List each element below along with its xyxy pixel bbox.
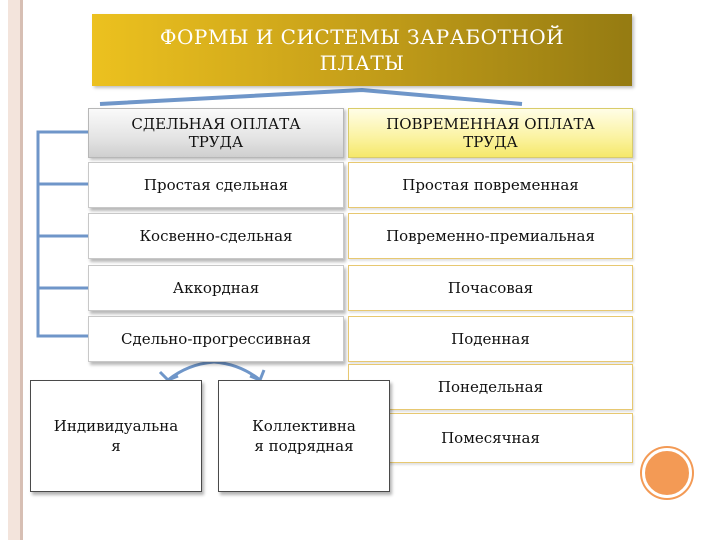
diagram-title <box>92 14 632 86</box>
time-item-weekly: Понедельная <box>348 364 633 410</box>
piecework-item-indirect: Косвенно-сдельная <box>88 213 344 259</box>
time-item-hourly: Почасовая <box>348 265 633 311</box>
diagram-title-text: ФОРМЫ И СИСТЕМЫ ЗАРАБОТНОЙ ПЛАТЫ <box>159 25 565 75</box>
time-item-monthly: Помесячная <box>348 413 633 463</box>
time-item-daily: Поденная <box>348 316 633 362</box>
left-bracket-line <box>38 132 90 336</box>
time-based-header: ПОВРЕМЕННАЯ ОПЛАТА ТРУДА <box>348 108 633 158</box>
accord-subtype-collective: Коллективна я подрядная <box>218 380 390 492</box>
time-item-bonus: Повременно-премиальная <box>348 213 633 259</box>
piecework-header: СДЕЛЬНАЯ ОПЛАТА ТРУДА <box>88 108 344 158</box>
accord-subtype-individual: Индивидуальна я <box>30 380 202 492</box>
time-item-simple: Простая повременная <box>348 162 633 208</box>
title-bracket-line <box>100 90 522 104</box>
decorative-circle-icon <box>642 448 692 498</box>
piecework-item-accord: Аккордная <box>88 265 344 311</box>
piecework-item-simple: Простая сдельная <box>88 162 344 208</box>
piecework-item-progressive: Сдельно-прогрессивная <box>88 316 344 362</box>
